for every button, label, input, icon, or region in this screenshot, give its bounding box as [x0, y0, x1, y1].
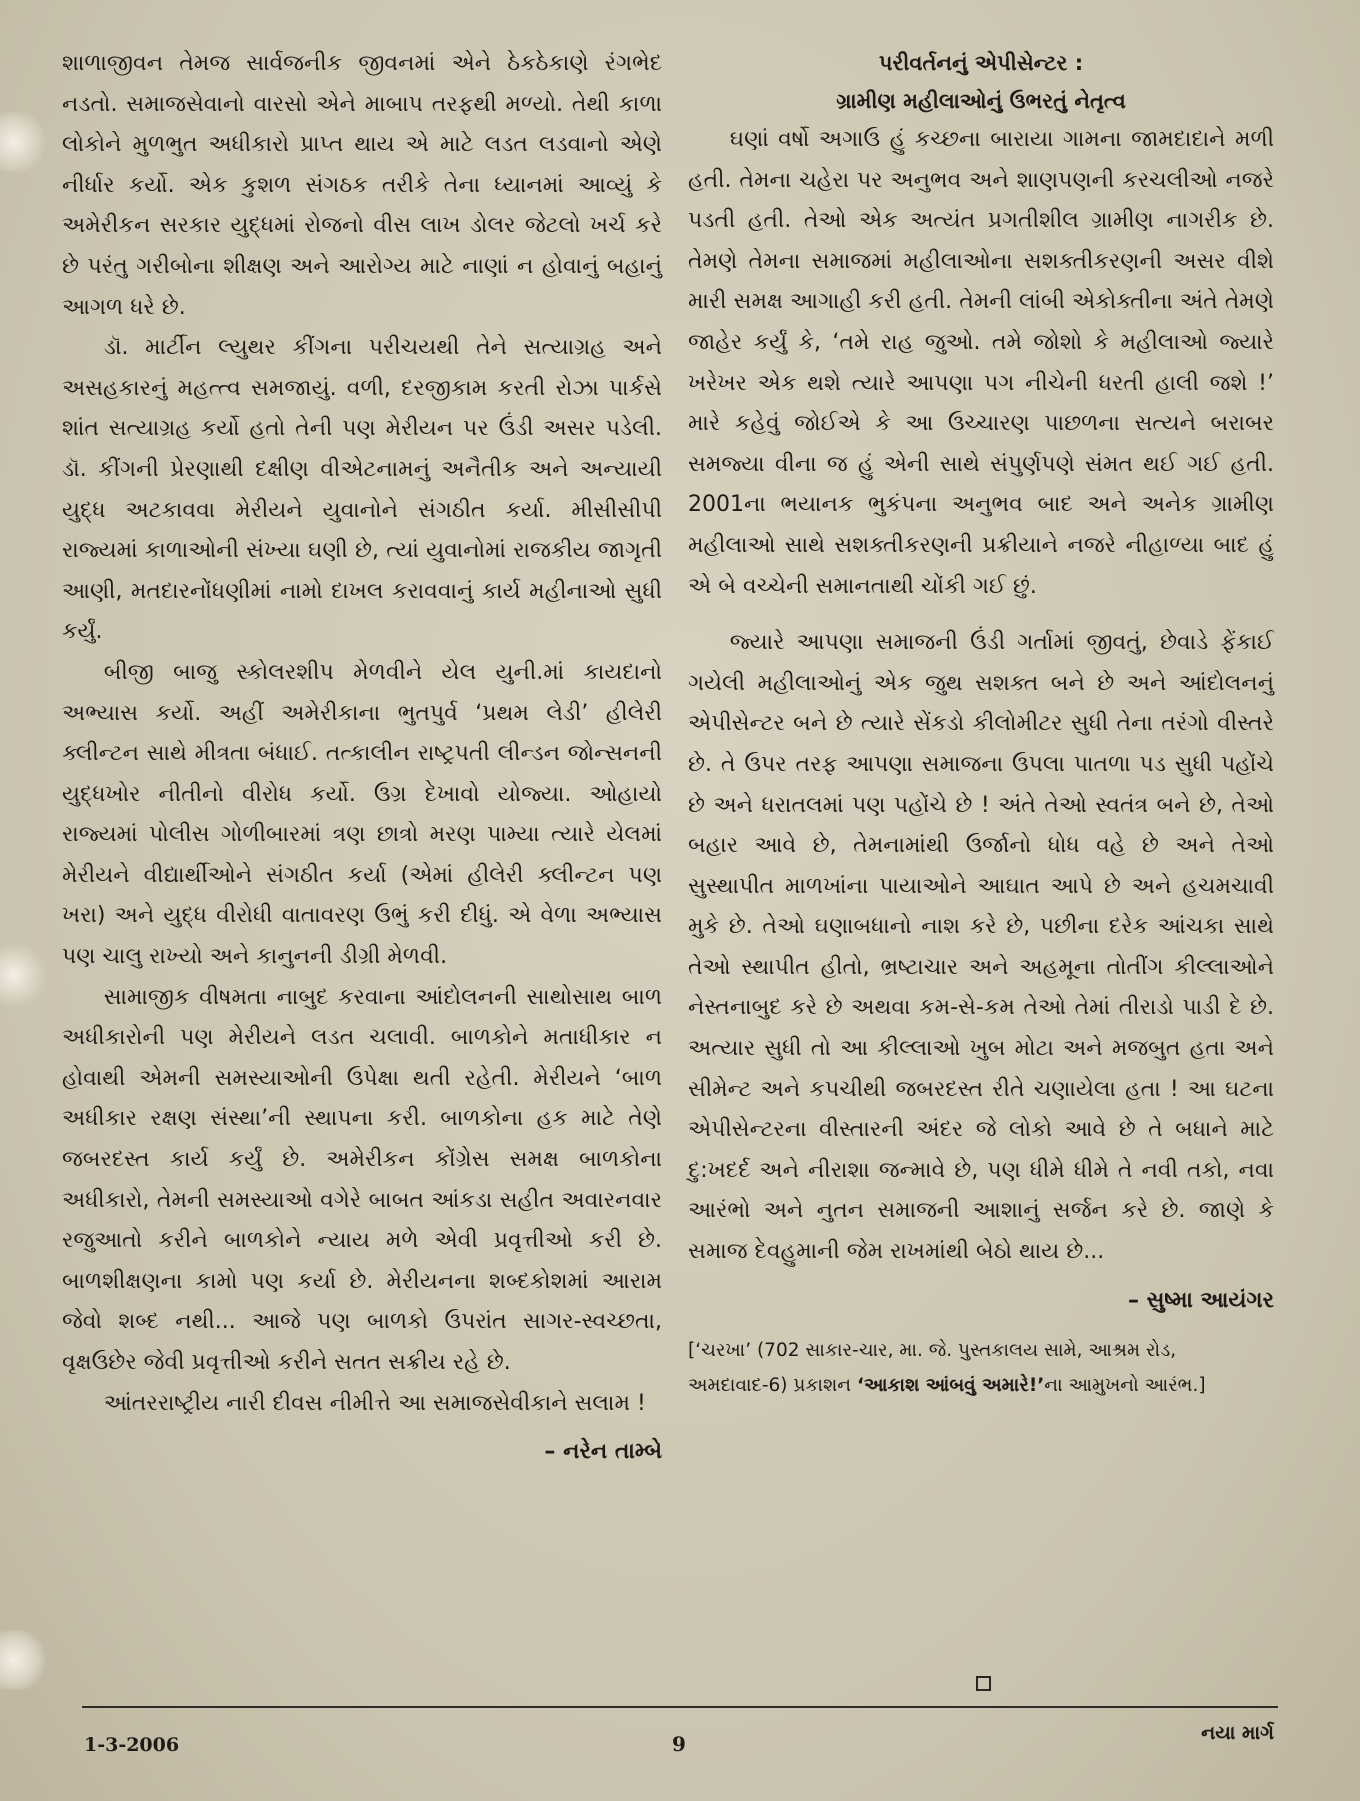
page-number: 9 [672, 1732, 686, 1756]
section-heading: પરીવર્તનનું એપીસેન્ટર : [878, 51, 1084, 75]
article-paragraph: સામાજીક વીષમતા નાબુદ કરવાના આંદોલનની સાથોસાથ બાળ અધીકારોની પણ મેરીયને લડત ચલાવી. બાળકોને મતાધીકાર ન હોવાથી એમની સમસ્યાઓની ઉપેક્ષા થતી રહેતી. મેરીયને ‘બાળ અધીકાર રક્ષણ સંસ્થા’ની સ્થાપના કરી. બાળકોના હક માટે તેણે જબરદસ્ત કાર્ય કર્યું છે. અમેરીકન કોંગ્રેસ સમક્ષ બાળકોના અધીકારો, તેમની સમસ્યાઓ વગેરે બાબત આંકડા સહીત અવારનવાર રજુઆતો કરીને બાળકોને ન્યાય મળે એવી પ્રવૃત્તીઓ કરી છે. બાળશીક્ષણના કામો પણ કર્યા છે. મેરીયનના શબ્દકોશમાં આરામ જેવો શબ્દ નથી... આજે પણ બાળકો ઉપરાંત સાગર-સ્વચ્છતા, વૃક્ષઉછેર જેવી પ્રવૃત્તીઓ કરીને સતત સક્રીય રહે છે. [62, 984, 662, 1375]
source-note-prefix: [‘ચરખા’ (702 સાકાર-ચાર, મા. જે. પુસ્તકાલય સામે, આશ્રમ રોડ, અમદાવાદ-6) પ્રકાશન [688, 1339, 1177, 1396]
article-paragraph: ઘણાં વર્ષો અગાઉ હું કચ્છના બારાયા ગામના જામદાદાને મળી હતી. તેમના ચહેરા પર અનુભવ અને શાણપણની કરચલીઓ નજરે પડતી હતી. તેઓ એક અત્યંત પ્રગતીશીલ ગ્રામીણ નાગરીક છે. તેમણે તેમના સમાજમાં મહીલાઓના સશક્તીકરણની અસર વીશે મારી સમક્ષ આગાહી કરી હતી. તેમની લાંબી એકોક્તીના અંતે તેમણે જાહેર કર્યું કે, ‘તમે રાહ જુઓ. તમે જોશો કે મહીલાઓ જ્યારે ખરેખર એક થશે ત્યારે આપણા પગ નીચેની ધરતી હાલી જશે !’ મારે કહેવું જોઈએ કે આ ઉચ્ચારણ પાછળના સત્યને બરાબર સમજ્યા વીના જ હું એની સાથે સંપુર્ણપણે સંમત થઈ ગઈ હતી. 2001ના ભયાનક ભુકંપના અનુભવ બાદ અને અનેક ગ્રામીણ મહીલાઓ સાથે સશક્તીકરણની પ્રક્રીયાને નજરે નીહાળ્યા બાદ હું એ બે વચ્ચેની સમાનતાથી ચોંકી ગઈ છું. [688, 127, 1274, 599]
author-byline: – સુષ્મા આયંગર [1128, 1287, 1274, 1313]
article-paragraph: આંતરરાષ્ટ્રીય નારી દીવસ નીમીત્તે આ સમાજસેવીકાને સલામ ! [103, 1390, 646, 1416]
right-column [688, 44, 1274, 1403]
section-subheading: ગ્રામીણ મહીલાઓનું ઉભરતું નેતૃત્વ [836, 89, 1126, 113]
source-note [688, 1333, 1274, 1403]
binding-hole [0, 1630, 46, 1690]
binding-hole [0, 112, 46, 172]
article-paragraph: શાળાજીવન તેમજ સાર્વજનીક જીવનમાં એને ઠેકઠેકાણે રંગભેદ નડતો. સમાજસેવાનો વારસો એને માબાપ તરફથી મળ્યો. તેથી કાળા લોકોને મુળભુત અધીકારો પ્રાપ્ત થાય એ માટે લડત લડવાનો એણે નીર્ધાર કર્યો. એક કુશળ સંગઠક તરીકે તેના ધ્યાનમાં આવ્યું કે અમેરીકન સરકાર યુદ્ધમાં રોજનો વીસ લાખ ડોલર જેટલો ખર્ચ કરે છે પરંતુ ગરીબોના શીક્ષણ અને આરોગ્ય માટે નાણાં ન હોવાનું બહાનું આગળ ધરે છે. [62, 51, 662, 320]
article-paragraph: ડૉ. માર્ટીન લ્યુથર કીંગના પરીચયથી તેને સત્યાગ્રહ અને અસહકારનું મહત્ત્વ સમજાયું. વળી, દરજીકામ કરતી રોઝા પાર્કસે શાંત સત્યાગ્રહ કર્યો હતો તેની પણ મેરીયન પર ઉંડી અસર પડેલી. ડૉ. કીંગની પ્રેરણાથી દક્ષીણ વીએટનામનું અનૈતીક અને અન્યાયી યુદ્ધ અટકાવવા મેરીયને યુવાનોને સંગઠીત કર્યા. મીસીસીપી રાજ્યમાં કાળાઓની સંખ્યા ઘણી છે, ત્યાં યુવાનોમાં રાજકીય જાગૃતી આણી, મતદારનોંધણીમાં નામો દાખલ કરાવવાનું કાર્ય મહીનાઓ સુધી કર્યું. [62, 335, 662, 645]
magazine-name: નયા માર્ગ [1201, 1722, 1274, 1744]
issue-date: 1-3-2006 [84, 1734, 180, 1756]
article-paragraph: જ્યારે આપણા સમાજની ઉંડી ગર્તામાં જીવતું, છેવાડે ફેંકાઈ ગયેલી મહીલાઓનું એક જુથ સશક્ત બને છે અને આંદોલનનું એપીસેન્ટર બને છે ત્યારે સેંકડો કીલોમીટર સુધી તેના તરંગો વીસ્તરે છે. તે ઉપર તરફ આપણા સમાજના ઉપલા પાતળા પડ સુધી પહોંચે છે અને ધરાતલમાં પણ પહોંચે છે ! અંતે તેઓ સ્વતંત્ર બને છે, તેઓ બહાર આવે છે, તેમનામાંથી ઉર્જાનો ધોધ વહે છે અને તેઓ સુસ્થાપીત માળખાંના પાયાઓને આઘાત આપે છે અને હચમચાવી મુકે છે. તેઓ ઘણાબધાનો નાશ કરે છે, પછીના દરેક આંચકા સાથે તેઓ સ્થાપીત હીતો, ભ્રષ્ટાચાર અને અહમૂના તોતીંગ કીલ્લાઓને નેસ્તનાબુદ કરે છે અથવા કમ-સે-કમ તેઓ તેમાં તીરાડો પાડી દે છે. અત્યાર સુધી તો આ કીલ્લાઓ ખુબ મોટા અને મજબુત હતા અને સીમેન્ટ અને કપચીથી જબરદસ્ત રીતે ચણાયેલા હતા ! આ ઘટના એપીસેન્ટરના વીસ્તારની અંદર જે લોકો આવે છે તે બધાને માટે દુ:ખદર્દ અને નીરાશા જન્માવે છે, પણ ધીમે ધીમે તે નવી તકો, નવા આરંભો અને નુતન સમાજની આશાનું સર્જન કરે છે. જાણે કે સમાજ દેવહુમાની જેમ રાખમાંથી બેઠો થાય છે... [688, 630, 1274, 1265]
author-byline: – નરેન તામ્બે [544, 1439, 662, 1465]
end-of-article-mark [976, 1676, 991, 1691]
left-column [62, 44, 662, 1472]
article-paragraph: બીજી બાજુ સ્કોલરશીપ મેળવીને યેલ યુની.માં કાયદાનો અભ્યાસ કર્યો. અહીં અમેરીકાના ભુતપુર્વ ‘પ્રથમ લેડી’ હીલેરી ક્લીન્ટન સાથે મીત્રતા બંધાઈ. તત્કાલીન રાષ્ટ્રપતી લીન્ડન જોન્સનની યુદ્ધખોર નીતીનો વીરોધ કર્યો. ઉગ્ર દેખાવો યોજ્યા. ઓહાયો રાજ્યમાં પોલીસ ગોળીબારમાં ત્રણ છાત્રો મરણ પામ્યા ત્યારે યેલમાં મેરીયને વીદ્યાર્થીઓને સંગઠીત કર્યા (એમાં હીલેરી ક્લીન્ટન પણ ખરા) અને યુદ્ધ વીરોધી વાતાવરણ ઉભું કરી દીધું. એ વેળા અભ્યાસ પણ ચાલુ રાખ્યો અને કાનુનની ડીગ્રી મેળવી. [62, 659, 662, 970]
binding-hole [0, 945, 46, 1005]
footer-rule [82, 1706, 1278, 1708]
source-book-title: ‘આકાશ આંબવું અમારે!’ [856, 1374, 1045, 1396]
source-note-suffix: ના આમુખનો આરંભ.] [1044, 1374, 1206, 1396]
